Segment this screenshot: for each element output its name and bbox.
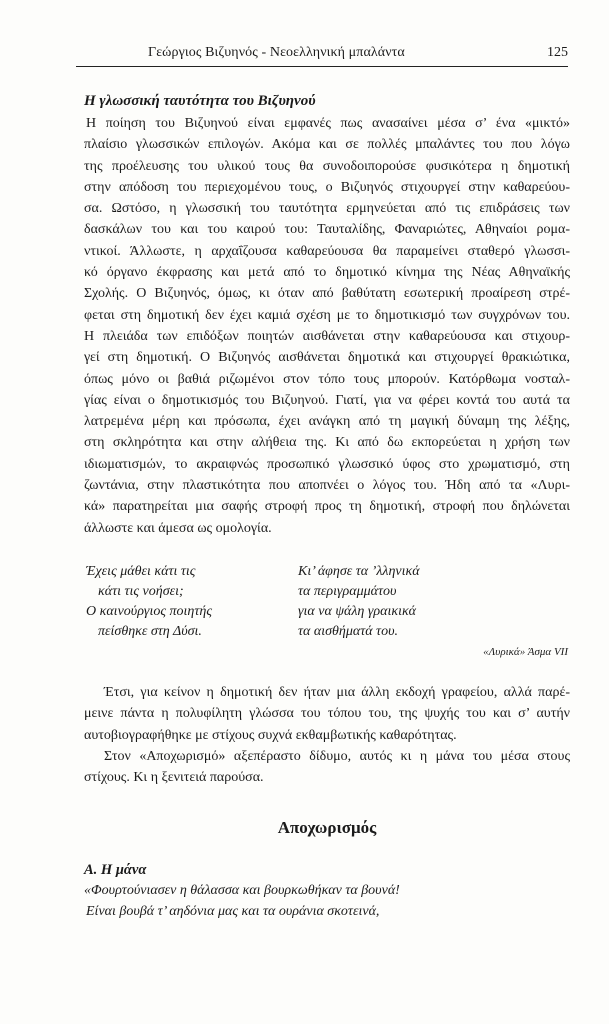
text-line: ντικοί. Άλλωστε, η αρχαΐζουσα καθαρεύουσα θα παραμείνει σταθερό γλωσσι- — [84, 243, 570, 259]
text-line: πλαίσιο γλωσσικών επιλογών. Ακόμα και σε πολλές μπαλάντες του που λόγω — [84, 137, 570, 153]
text-line: λατρεμένα μέρη και πρόσωπα, έχει ανάγκη από τη μαγική δύναμη της λέξης, — [84, 414, 570, 430]
text-line: γίας είναι ο δημοτικισμός του Βιζυηνού. Γιατί, για να φέρει κοντά του αυτά τα — [84, 392, 570, 408]
text-line: ζωντάνια, στην πλαστικότητα που αποπνέει ο λόγος του. Ήδη από τα «Λυρι- — [84, 478, 570, 494]
text-line: κό όργανο έκφρασης και μετά από το δημοτικό κίνημα της Νέας Αθηναϊκής — [84, 265, 570, 281]
paragraph-1 — [84, 113, 570, 539]
text-line: φεται στη δημοτική δεν έχει καμιά σχέση με το δημοτικισμό των συγχρόνων του. — [84, 307, 570, 323]
section-heading: Η γλωσσική ταυτότητα του Βιζυηνού — [84, 93, 316, 109]
text-line: της προέλευσης του υλικού τους θα συνοδοιπορούσε φυσικότερα η δημοτική — [84, 158, 570, 174]
text-line: Η πλειάδα των επιδόξων ποιητών αισθάνεται στην καθαρεύουσα και στιχουρ- — [84, 328, 570, 344]
poem-line: Έχεις μάθει κάτι τις — [86, 563, 196, 579]
verse-line: Είναι βουβά τ’ αηδόνια μας και τα ουράνια σκοτεινά, — [86, 904, 380, 920]
text-line: σα. Ωστόσο, η γλωσσική του ταυτότητα ερμηνεύεται από τις επιδράσεις των — [84, 201, 570, 217]
text-line: Η ποίηση του Βιζυηνού είναι εμφανές πως ανασαίνει μέσα σ’ ένα «μικτό» — [86, 116, 570, 131]
page-body — [84, 91, 570, 922]
poem-left-column — [86, 562, 212, 642]
poem-quote — [84, 562, 570, 644]
text-line: Στον «Αποχωρισμό» αξεπέραστο δίδυμο, αυτός κι η μάνα του μέσα στους — [104, 748, 570, 764]
poem-right-column — [298, 562, 420, 642]
poem-source: «Λυρικά» Άσμα VII — [483, 645, 568, 658]
poem-line: τα αισθήματά του. — [298, 623, 398, 639]
text-line: δασκάλων του και του καιρού του: Ταυταλίδης, Φαναριώτες, Αθηναίοι ρομα- — [84, 222, 570, 238]
page-header — [76, 44, 568, 67]
verse-line: «Φουρτούνιασεν η θάλασσα και βουρκωθήκαν τα βουνά! — [84, 883, 400, 899]
text-line: στη σκληρότητα και στην αλήθεια της. Κι από δω εκπορεύεται η χρήση των — [84, 435, 570, 451]
text-line: ιδιωματισμών, το ακραιφνώς προσωπικό γλωσσικό ύφος στο χρωματισμό, στη — [84, 456, 570, 472]
poem-line: για να ψάλη γραικικά — [298, 603, 417, 619]
spacer — [84, 658, 570, 682]
text-line: στην απόδοση του περιεχομένου τους, ο Βιζυηνός στιχουργεί στην καθαρεύου- — [84, 179, 570, 195]
paragraph-3 — [84, 746, 570, 789]
poem-line: πείσθηκε στη Δύσι. — [98, 623, 202, 639]
text-line: Έτσι, για κείνον η δημοτική δεν ήταν μια άλλη εκδοχή γραφείου, αλλά παρέ- — [104, 684, 570, 700]
poem-line: Κι’ άφησε τα ’λληνικά — [298, 563, 420, 579]
text-line: άλλωστε και άμεσα ως ομολογία. — [84, 520, 272, 536]
paragraph-2 — [84, 682, 570, 746]
sub-heading: Α. Η μάνα — [84, 862, 147, 879]
text-line: μεινε πάντα η πολυφίλητη γλώσσα του τόπου του, της ψυχής του και σ’ αυτήν — [84, 706, 570, 722]
text-line: στίχους. Κι η ξενιτειά παρούσα. — [84, 770, 264, 786]
text-line: Σχολής. Ο Βιζυηνός, όμως, κι όταν από βαθύτατη εσωτερική προαίρεση στρέ- — [84, 286, 570, 302]
poem-line: Ο καινούργιος ποιητής — [86, 603, 212, 619]
text-line: όπως μόνο οι βαθιά ριζωμένοι στον τόπο τους μπορούν. Κατόρθωμα νοσταλ- — [84, 371, 570, 387]
page-number: 125 — [547, 45, 568, 60]
verse-block — [84, 880, 570, 922]
text-line: γεί στη δημοτική. Ο Βιζυηνός αισθάνεται δημοτικά και στιχουργεί θρακιώτικα, — [84, 350, 570, 366]
text-line: κά» παρατηρείται μια σαφής στροφή προς τη δημοτική, στροφή που δηλώνεται — [84, 499, 570, 515]
running-title: Γεώργιος Βιζυηνός - Νεοελληνική μπαλάντα — [148, 45, 405, 60]
poem-line: κάτι τις νοήσει; — [98, 583, 184, 599]
chapter-heading: Αποχωρισμός — [277, 818, 377, 838]
poem-line: τα περιγραμμάτου — [298, 583, 397, 599]
text-line: αυτοβιογραφήθηκε με στίχους συχνά εκθαμβωτικής καθαρότητας. — [84, 727, 457, 743]
